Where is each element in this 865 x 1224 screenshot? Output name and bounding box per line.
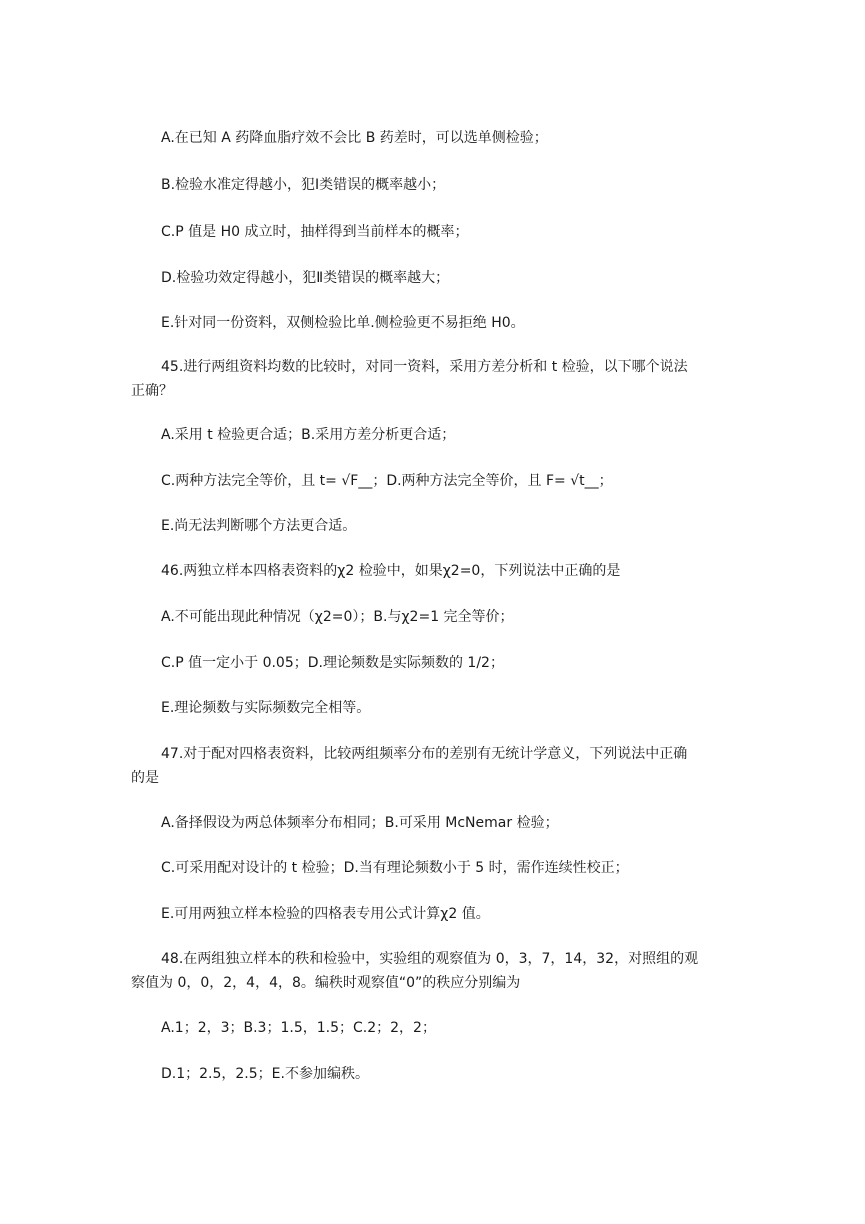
- q48-stem-line-1: 48.在两组独立样本的秩和检验中，实验组的观察值为 0，3，7，14，32，对照组的观: [161, 951, 699, 967]
- q48-stem-line-2: 察值为 0，0，2，4，4，8。编秩时观察值“0”的秩应分别编为: [131, 975, 521, 991]
- q44-option-e: E.针对同一份资料，双侧检验比单.侧检验更不易拒绝 H0。: [161, 315, 525, 331]
- q48-options-abc: A.1；2，3；B.3；1.5，1.5；C.2；2，2；: [161, 1020, 436, 1036]
- q46-options-ab: A.不可能出现此种情况（χ2=0）；B.与χ2=1 完全等价；: [161, 609, 514, 625]
- q44-option-b: B.检验水准定得越小，犯Ⅰ类错误的概率越小；: [161, 177, 446, 193]
- q47-stem-line-1: 47.对于配对四格表资料，比较两组频率分布的差别有无统计学意义，下列说法中正确: [161, 746, 688, 762]
- q47-stem-line-2: 的是: [131, 770, 159, 786]
- q45-options-ab: A.采用 t 检验更合适；B.采用方差分析更合适；: [161, 427, 456, 443]
- q48-options-de: D.1；2.5，2.5；E.不参加编秩。: [161, 1066, 369, 1082]
- q47-options-cd: C.可采用配对设计的 t 检验；D.当有理论频数小于 5 时，需作连续性校正；: [161, 860, 629, 876]
- q47-option-e: E.可用两独立样本检验的四格表专用公式计算χ2 值。: [161, 906, 490, 922]
- q46-options-cd: C.P 值一定小于 0.05；D.理论频数是实际频数的 1/2；: [161, 655, 504, 671]
- q45-option-e: E.尚无法判断哪个方法更合适。: [161, 518, 357, 534]
- q45-stem-line-2: 正确？: [131, 383, 173, 399]
- q44-option-c: C.P 值是 H0 成立时，抽样得到当前样本的概率；: [161, 224, 469, 240]
- q47-options-ab: A.备择假设为两总体频率分布相同；B.可采用 McNemar 检验；: [161, 815, 559, 831]
- q44-option-d: D.检验功效定得越小，犯Ⅱ类错误的概率越大；: [161, 270, 450, 286]
- q44-option-a: A.在已知 A 药降血脂疗效不会比 B 药差时，可以选单侧检验；: [161, 130, 548, 146]
- q46-stem: 46.两独立样本四格表资料的χ2 检验中，如果χ2=0，下列说法中正确的是: [161, 563, 621, 579]
- q45-stem-line-1: 45.进行两组资料均数的比较时，对同一资料，采用方差分析和 t 检验，以下哪个说法: [161, 359, 688, 375]
- q45-options-cd: C.两种方法完全等价，且 t= √F__；D.两种方法完全等价，且 F= √t__；: [161, 473, 613, 489]
- q46-option-e: E.理论频数与实际频数完全相等。: [161, 700, 371, 716]
